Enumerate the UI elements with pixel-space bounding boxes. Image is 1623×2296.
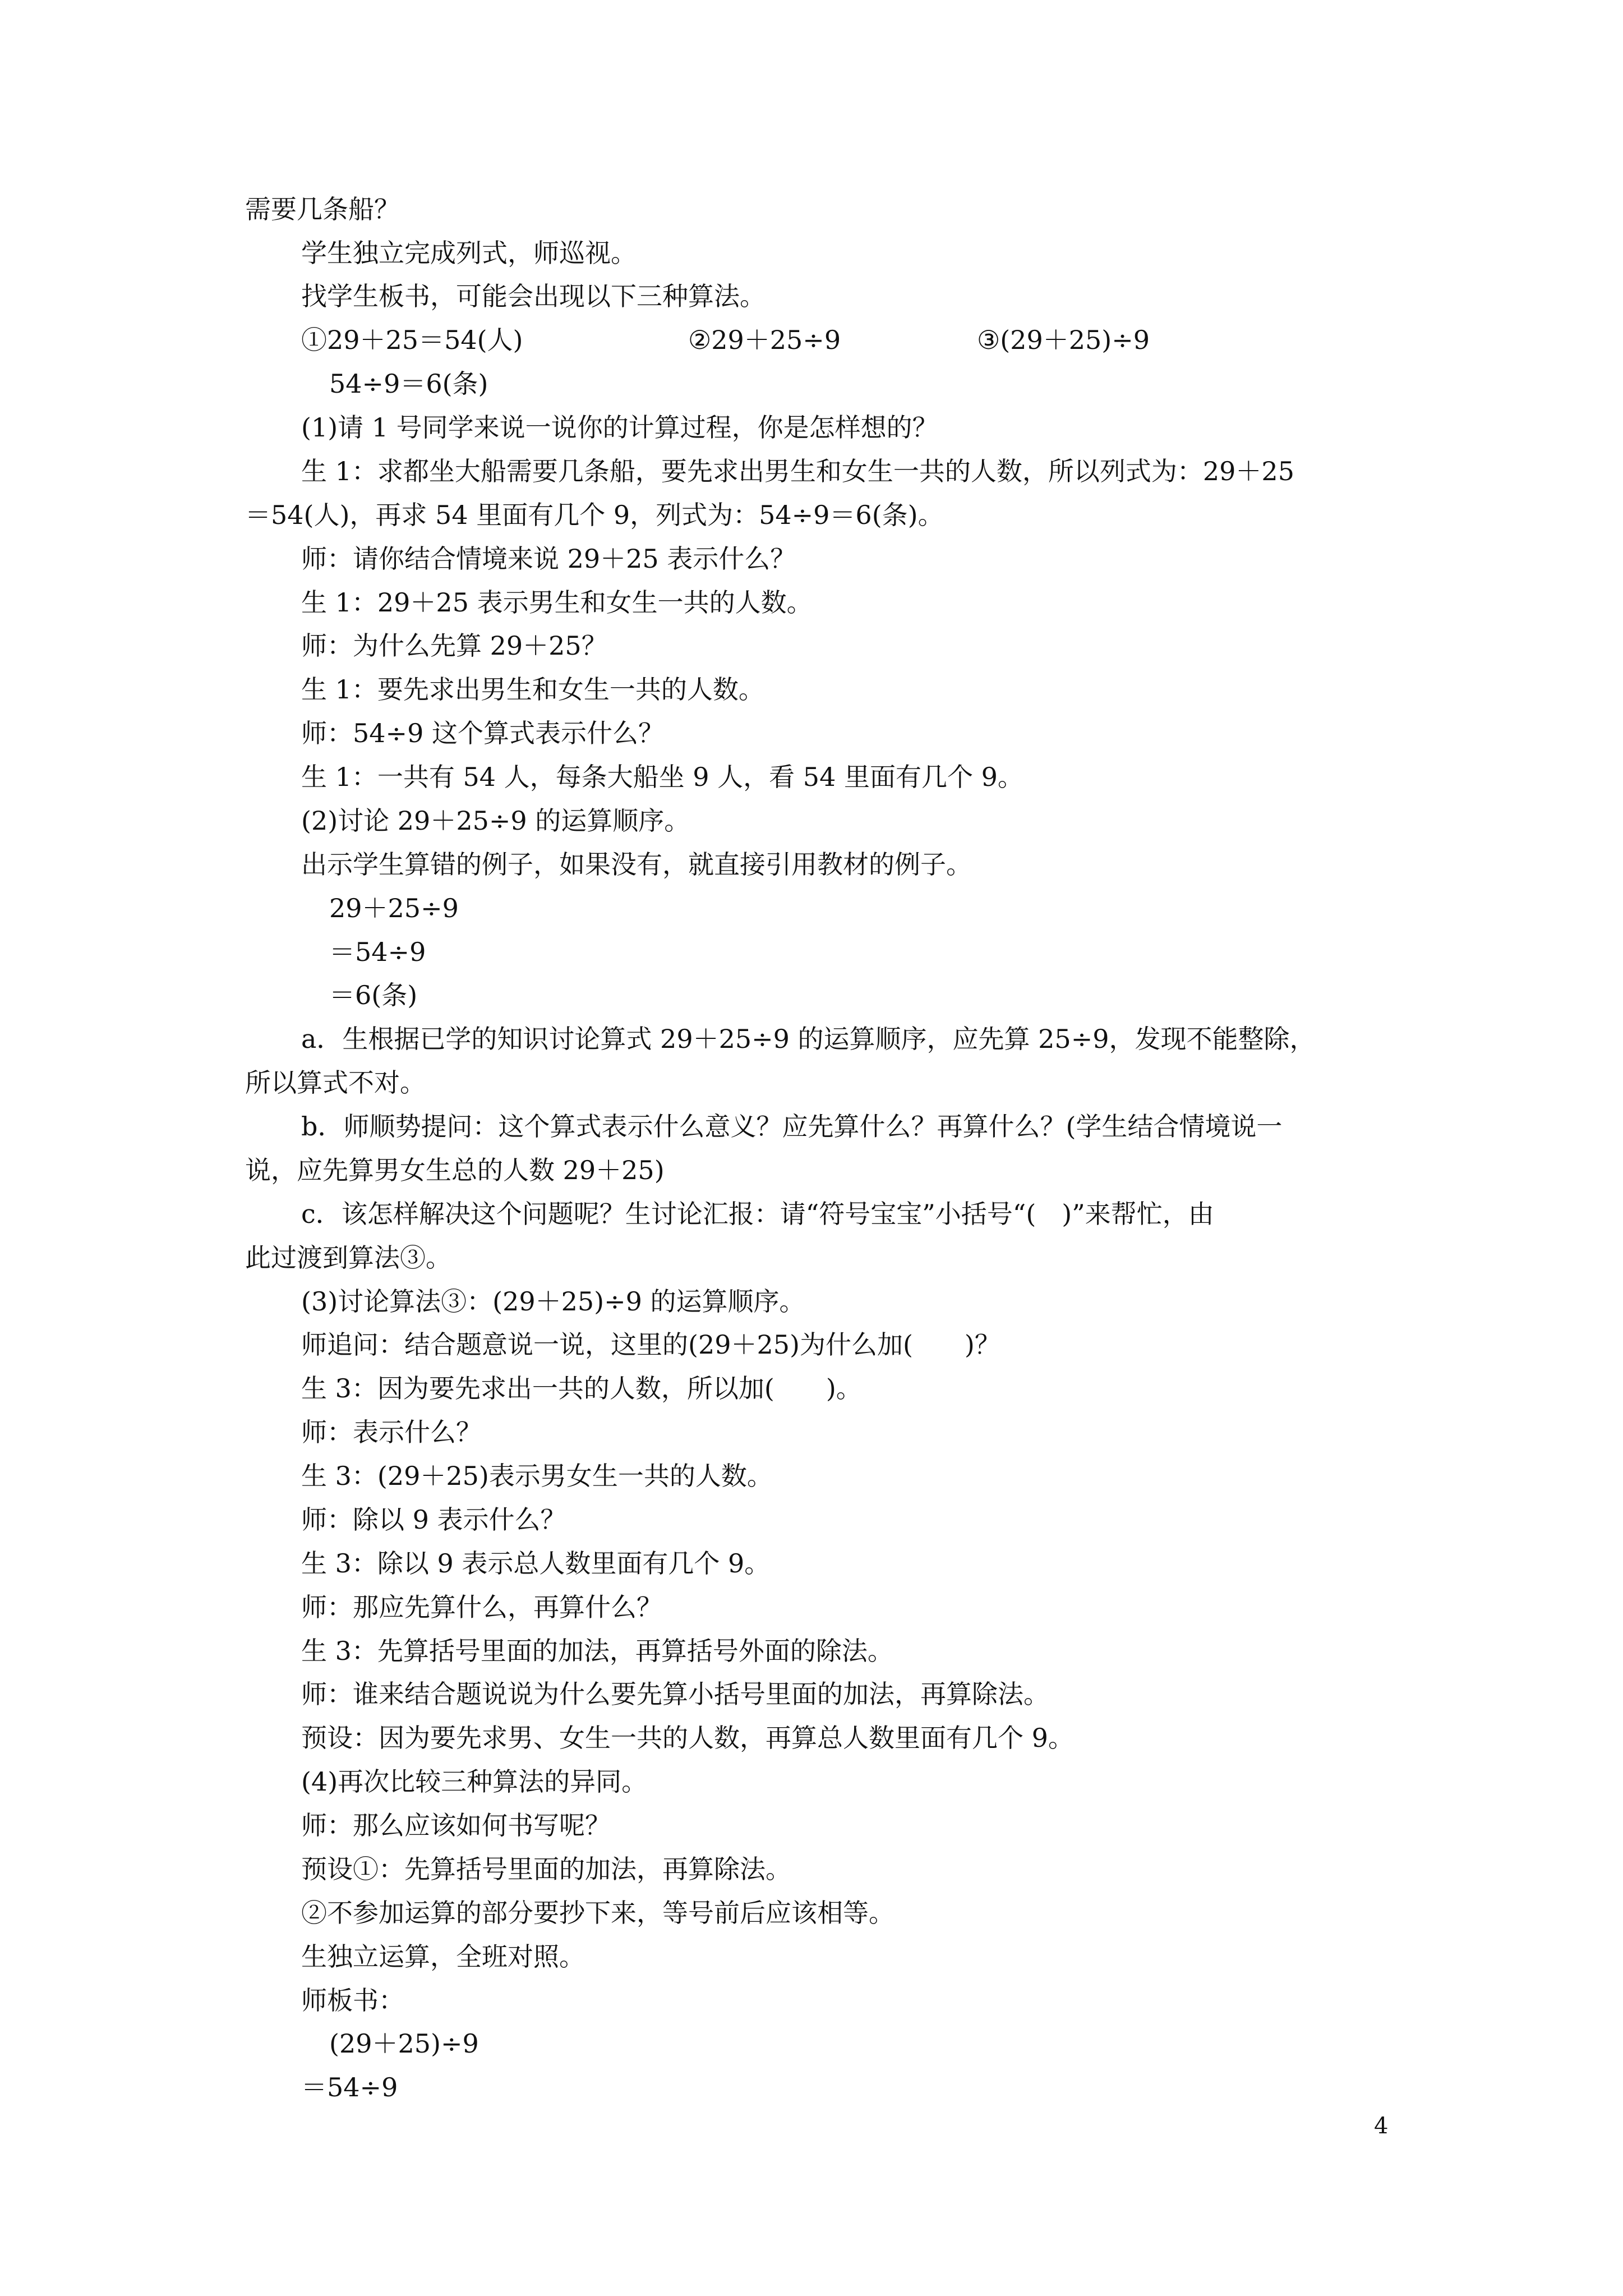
text-line: 说，应先算男女生总的人数 29＋25)	[245, 1155, 665, 1185]
text-line: ＝54(人)，再求 54 里面有几个 9，列式为：54÷9＝6(条)。	[245, 500, 944, 530]
text-line: 所以算式不对。	[245, 1068, 426, 1098]
page-number: 4	[1374, 2113, 1389, 2139]
text-line: 生 1：要先求出男生和女生一共的人数。	[301, 674, 764, 705]
text-line: 师：除以 9 表示什么？	[301, 1504, 566, 1535]
text-line: 生 1：一共有 54 人，每条大船坐 9 人，看 54 里面有几个 9。	[301, 762, 1023, 792]
text-line: ②29＋25÷9	[688, 325, 841, 355]
text-line: 生 3：(29＋25)表示男女生一共的人数。	[301, 1461, 773, 1491]
text-line: 师板书：	[301, 1985, 404, 2016]
text-line: 此过渡到算法③。	[245, 1243, 451, 1273]
text-line: 预设：因为要先求男、女生一共的人数，再算总人数里面有几个 9。	[301, 1723, 1074, 1753]
text-line: ③(29＋25)÷9	[977, 325, 1150, 355]
text-line: 师：那么应该如何书写呢？	[301, 1810, 611, 1841]
text-line: 师追问：结合题意说一说，这里的(29＋25)为什么加( )？	[301, 1329, 1000, 1360]
text-line: 预设①：先算括号里面的加法，再算除法。	[301, 1854, 791, 1884]
text-line: 师：那应先算什么，再算什么？	[301, 1592, 662, 1622]
text-line: (2)讨论 29＋25÷9 的运算顺序。	[301, 806, 690, 836]
text-line: b．师顺势提问：这个算式表示什么意义？应先算什么？再算什么？(学生结合情境说一	[301, 1111, 1283, 1142]
text-line: 师：表示什么？	[301, 1417, 482, 1447]
text-line: 师：请你结合情境来说 29＋25 表示什么？	[301, 544, 796, 574]
text-line: (4)再次比较三种算法的异同。	[301, 1766, 648, 1797]
text-line: (29＋25)÷9	[329, 2028, 479, 2059]
text-line: ＝6(条)	[329, 980, 418, 1010]
text-line: 生 3：除以 9 表示总人数里面有几个 9。	[301, 1548, 771, 1579]
text-line: ＝54÷9	[329, 937, 426, 967]
text-line: 生 3：因为要先求出一共的人数，所以加( )。	[301, 1373, 862, 1404]
text-line: ＝54÷9	[301, 2072, 398, 2102]
text-line: c．该怎样解决这个问题呢？生讨论汇报：请“符号宝宝”小括号“( )”来帮忙，由	[301, 1199, 1214, 1229]
text-line: 生 3：先算括号里面的加法，再算括号外面的除法。	[301, 1636, 893, 1666]
text-line: 学生独立完成列式，师巡视。	[301, 238, 637, 268]
text-line: 生 1：求都坐大船需要几条船，要先求出男生和女生一共的人数，所以列式为：29＋25	[301, 456, 1294, 486]
text-line: (3)讨论算法③：(29＋25)÷9 的运算顺序。	[301, 1286, 805, 1317]
text-line: 54÷9＝6(条)	[329, 369, 488, 399]
text-line: 师：为什么先算 29＋25？	[301, 631, 607, 661]
text-line: ①29＋25＝54(人)	[301, 325, 523, 355]
text-line: a．生根据已学的知识讨论算式 29＋25÷9 的运算顺序，应先算 25÷9，发现不能整除，	[301, 1024, 1316, 1054]
text-line: 需要几条船？	[245, 194, 400, 224]
text-line: 29＋25÷9	[329, 893, 459, 923]
text-line: 师：54÷9 这个算式表示什么？	[301, 718, 664, 748]
text-line: ②不参加运算的部分要抄下来，等号前后应该相等。	[301, 1898, 895, 1928]
text-line: (1)请 1 号同学来说一说你的计算过程，你是怎样想的？	[301, 412, 938, 443]
text-line: 出示学生算错的例子，如果没有，就直接引用教材的例子。	[301, 849, 972, 880]
text-line: 生独立运算，全班对照。	[301, 1941, 585, 1972]
text-line: 生 1：29＋25 表示男生和女生一共的人数。	[301, 587, 813, 618]
text-line: 师：谁来结合题说说为什么要先算小括号里面的加法，再算除法。	[301, 1679, 1049, 1709]
text-line: 找学生板书，可能会出现以下三种算法。	[301, 281, 766, 311]
